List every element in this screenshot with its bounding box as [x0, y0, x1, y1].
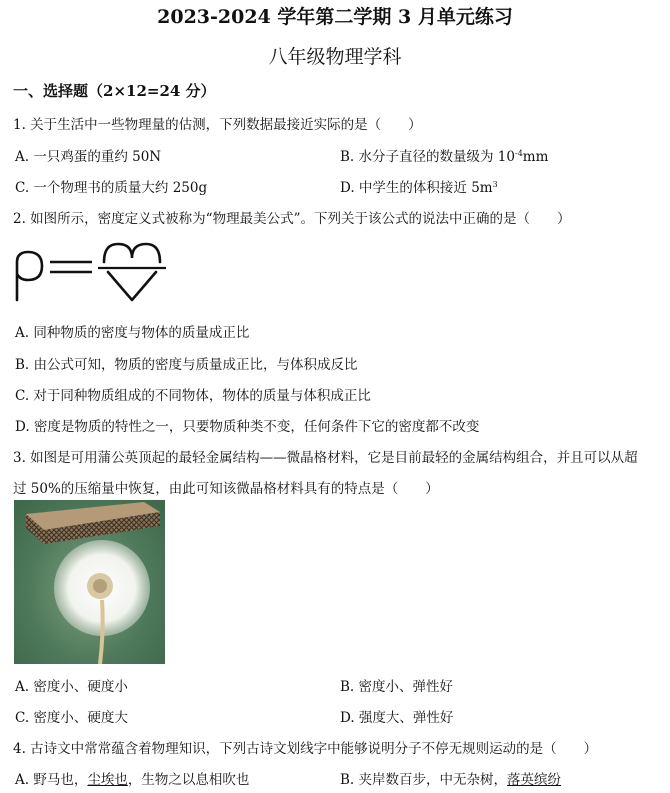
section-heading: 一、选择题（2×12=24 分） [13, 82, 216, 100]
question-3-option-d: D. 强度大、弹性好 [340, 710, 454, 726]
question-3-option-c: C. 密度小、硬度大 [15, 710, 128, 726]
question-4-stem: 4. 古诗文中常常蕴含着物理知识，下列古诗文划线字中能够说明分子不停无规则运动的是（ ） [13, 741, 598, 757]
density-formula-figure [12, 238, 170, 306]
question-2-option-a: A. 同种物质的密度与物体的质量成正比 [15, 325, 250, 341]
question-3-stem-line-1: 3. 如图是可用蒲公英顶起的最轻金属结构——微晶格材料，它是目前最轻的金属结构组合，并且可以从超 [13, 450, 638, 466]
question-2-option-b: B. 由公式可知，物质的密度与质量成正比，与体积成反比 [15, 357, 358, 373]
question-4-option-a: A. 野马也，尘埃也，生物之以息相吹也 [15, 772, 250, 788]
page-subtitle: 八年级物理学科 [268, 46, 402, 68]
question-1-option-c: C. 一个物理书的质量大约 250g [15, 180, 208, 196]
question-2-option-c: C. 对于同种物质组成的不同物体，物体的质量与体积成正比 [15, 388, 371, 404]
question-1-option-a: A. 一只鸡蛋的重约 50N [15, 149, 162, 165]
microlattice-dandelion-photo [14, 500, 165, 664]
question-2-stem: 2. 如图所示，密度定义式被称为“物理最美公式”。下列关于该公式的说法中正确的是（ ） [13, 211, 571, 227]
question-3-option-a: A. 密度小、硬度小 [15, 679, 128, 695]
question-2-option-d: D. 密度是物质的特性之一，只要物质种类不变，任何条件下它的密度都不改变 [15, 419, 480, 435]
question-3-stem-line-2: 过 50%的压缩量中恢复，由此可知该微晶格材料具有的特点是（ ） [13, 481, 439, 497]
question-3-option-b: B. 密度小、弹性好 [340, 679, 454, 695]
question-1-option-b: B. 水分子直径的数量级为 $10^{-4}mm$ [340, 149, 549, 165]
question-4-option-b: B. 夹岸数百步，中无杂树，落英缤纷 [340, 772, 562, 788]
question-1-stem: 1. 关于生活中一些物理量的估测，下列数据最接近实际的是（ ） [13, 117, 422, 133]
question-1-option-d: D. 中学生的体积接近 $5m^3$ [340, 180, 498, 196]
page-title: 2023-2024 学年第二学期 3 月单元练习 [157, 6, 513, 28]
